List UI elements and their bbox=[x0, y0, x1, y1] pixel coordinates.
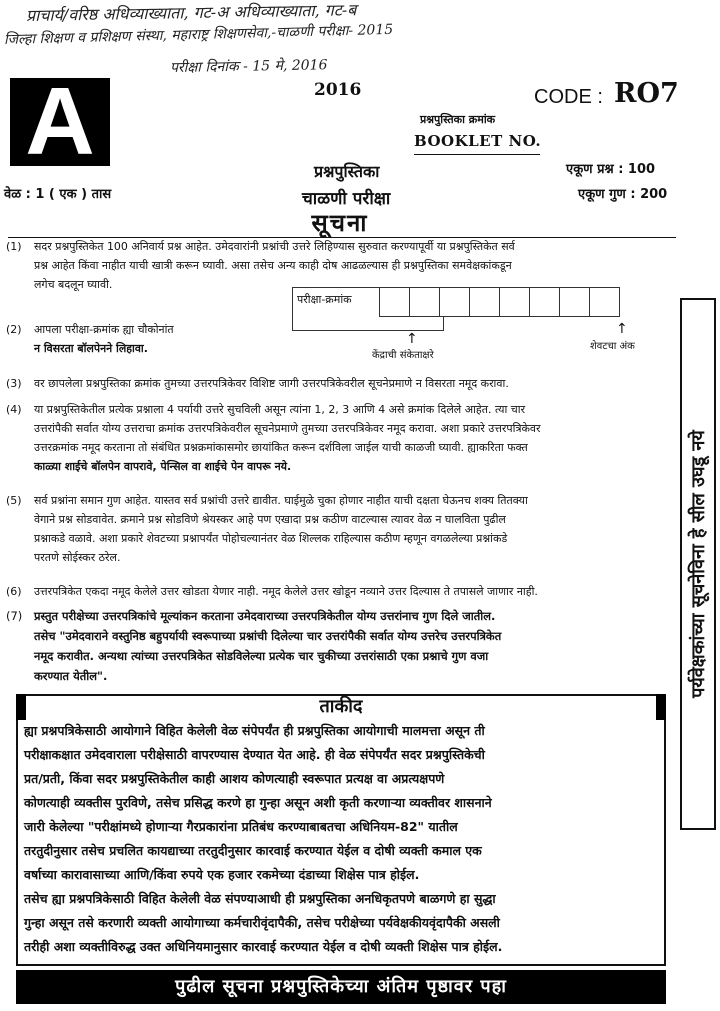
warning-line-3: प्रत/प्रती, किंवा सदर प्रश्नपुस्तिकेतील काही आशय कोणत्याही स्वरूपात प्रत्यक्ष वा अप्रत्यक्षपणे bbox=[24, 771, 445, 786]
roll-number-box bbox=[292, 287, 642, 331]
instruction-7-line-3: नमूद करावीत. अन्यथा त्यांच्या उत्तरपत्रिकेत सोडविलेल्या प्रत्येक चार चुकीच्या उत्तरांसाठी एका प्रश्नाचे गुण वजा bbox=[34, 649, 489, 663]
roll-number-label: परीक्षा-क्रमांक bbox=[292, 287, 380, 331]
instruction-6: (6) उत्तरपत्रिकेत एकदा नमूद केलेले उत्तर खोडता येणार नाही. नमूद केलेले उत्तर खोडून नव्याने उत्तर दिल्यास ते तपासले जाणार नाही. bbox=[6, 582, 674, 602]
instruction-4: (4) या प्रश्नपुस्तिकेतील प्रत्येक प्रश्नाला 4 पर्यायी उत्तरे सुचविली असून त्यांना 1, 2, 3 आणि 4 असे क्रमांक दिलेले आहेत. त्या चार उत्तरांपैकी सर्वात योग्य उत्तराचा क्रमांक उत्तरपत्रिकेवरील सूचनेप्रमाणे तुमच्या उत्तरपत्रिकेवर नमूद करावा. अशा प्रकारे उत्तरपत्रिकेवर उत्तरक्रमांक नमूद करताना तो संबंधित प्रश्नक्रमांकासमोर छायांकित करून दर्शविला जाईल याची काळजी घ्यावी. ह्याकरिता फक्त काळ्या शाईचे बॉलपेन वापरावे, पेन्सिल वा शाईचे पेन वापरू नये. bbox=[6, 400, 674, 480]
instruction-3: (3) वर छापलेला प्रश्नपुस्तिका क्रमांक तुमच्या उत्तरपत्रिकेवर विशिष्ट जागी उत्तरपत्रिकेवरील सूचनेप्रमाणे न विसरता नमूद करावा. bbox=[6, 374, 674, 394]
seal-notice-text: पर्यवेक्षकांच्या सूचनेविना हे सील उघडू नये bbox=[688, 430, 709, 698]
instruction-7: (7) प्रस्तुत परीक्षेच्या उत्तरपत्रिकांचे मूल्यांकन करताना उमेदवाराच्या उत्तरपत्रिकेतील योग्य उत्तरांनाच गुण दिले जातील. तसेच "उमेदवाराने वस्तुनिष्ठ बहुपर्यायी स्वरूपाच्या प्रश्नांची दिलेल्या चार उत्तरांपैकी सर्वात योग्य उत्तरेच उत्तरपत्रिकेत नमूद करावीत. अन्यथा त्यांच्या उत्तरपत्रिकेत सोडविलेल्या प्रत्येक चार चुकीच्या उत्तरांसाठी एका प्रश्नाचे गुण वजा करण्यात येतील". bbox=[6, 606, 674, 690]
warning-line-8: तसेच ह्या प्रश्नपत्रिकेसाठी विहित केलेली वेळ संपण्याआधी ही प्रश्नपुस्तिका अनधिकृतपणे बाळगणे हा सुद्धा bbox=[24, 891, 496, 906]
instruction-5-line-4: परतणे सोईस्कर ठरेल. bbox=[34, 551, 121, 564]
warning-line-9: गुन्हा असून तसे करणारी व्यक्ती आयोगाच्या कर्मचारीवृंदापैकी, तसेच परीक्षेच्या पर्यवेक्षकीयवृंदापैकी असली bbox=[24, 915, 500, 930]
exam-name: चाळणी परीक्षा bbox=[302, 189, 391, 209]
warning-line-4: कोणत्याही व्यक्तीस पुरविणे, तसेच प्रसिद्ध करणे हा गुन्हा असून अशी कृती करणाऱ्या व्यक्तीवर शासनाने bbox=[24, 795, 492, 810]
warning-line-2: परीक्षाकक्षात उमेदवाराला परीक्षेसाठी वापरण्यास देण्यात येत आहे. ही वेळ संपेपर्यंत सदर प्रश्नपुस्तिकेची bbox=[24, 747, 485, 762]
roll-number-cells bbox=[380, 287, 620, 317]
arrow-up-icon: ↑ bbox=[406, 331, 418, 347]
instruction-4-line-2: उत्तरांपैकी सर्वात योग्य उत्तराचा क्रमांक उत्तरपत्रिकेवरील सूचनेप्रमाणे तुमच्या उत्तरपत्रिकेवर नमूद करावा. अशा प्रकारे उत्तरपत्रिकेवर bbox=[34, 422, 541, 435]
handwritten-line-2: जिल्हा शिक्षण व प्रशिक्षण संस्था, महाराष्ट्र शिक्षणसेवा,-चाळणी परीक्षा- 2015 bbox=[3, 21, 394, 48]
instructions-title: सूचना bbox=[311, 209, 369, 237]
warning-title: ताकीद bbox=[18, 694, 664, 718]
instruction-5-line-2: वेगाने प्रश्न सोडवावेत. क्रमाने प्रश्न सोडविणे श्रेयस्कर आहे पण एखादा प्रश्न कठीण वाटल्यास त्यावर वेळ न घालविता पुढील bbox=[34, 513, 506, 526]
booklet-title: प्रश्नपुस्तिका bbox=[314, 162, 380, 181]
footer-banner: पुढील सूचना प्रश्नपुस्तिकेच्या अंतिम पृष्ठावर पहा bbox=[16, 970, 666, 1004]
roll-number-cell[interactable] bbox=[559, 287, 590, 317]
code-label: CODE : bbox=[534, 86, 603, 108]
total-questions: एकूण प्रश्न : 100 bbox=[566, 162, 656, 177]
instruction-4-line-1: या प्रश्नपुस्तिकेतील प्रत्येक प्रश्नाला 4 पर्यायी उत्तरे सुचविली असून त्यांना 1, 2, 3 आणि 4 असे क्रमांक दिलेले आहेत. त्या चार bbox=[34, 403, 526, 416]
handwritten-line-1: प्राचार्य/वरिष्ठ अधिव्याख्याता, गट-अ अधिव्याख्याता, गट-ब bbox=[25, 0, 357, 25]
booklet-number-label-mr: प्रश्नपुस्तिका क्रमांक bbox=[420, 113, 496, 126]
center-code-label: केंद्राची संकेताक्षरे bbox=[372, 350, 434, 361]
instruction-1-line-3: लगेच बदलून घ्यावी. bbox=[34, 278, 113, 291]
instruction-5: (5) सर्व प्रश्नांना समान गुण आहेत. यास्तव सर्व प्रश्नांची उत्तरे द्यावीत. घाईमुळे चुका होणार नाहीत याची दक्षता घेऊनच शक्य तितक्या वेगाने प्रश्न सोडवावेत. क्रमाने प्रश्न सोडविणे श्रेयस्कर आहे पण एखादा प्रश्न कठीण वाटल्यास त्यावर वेळ न घालविता पुढील प्रश्नाकडे वळावे. अशा प्रकारे शेवटच्या प्रश्नापर्यंत पोहोचल्यानंतर वेळ शिल्लक राहिल्यास कठीण म्हणून वगळलेल्या प्रश्नांकडे परतणे सोईस्कर ठरेल. bbox=[6, 491, 674, 571]
warning-line-6: तरतुदीनुसार तसेच प्रचलित कायद्याच्या तरतुदीनुसार कारवाई करण्यात येईल व दोषी व्यक्ती कमाल एक bbox=[24, 843, 482, 858]
roll-number-cell[interactable] bbox=[439, 287, 470, 317]
arrow-up-icon: ↑ bbox=[616, 321, 628, 337]
instruction-5-line-3: प्रश्नाकडे वळावे. अशा प्रकारे शेवटच्या प्रश्नापर्यंत पोहोचल्यानंतर वेळ शिल्लक राहिल्यास कठीण म्हणून वगळलेल्या प्रश्नांकडे bbox=[34, 532, 508, 545]
handwritten-line-3: परीक्षा दिनांक - 15 मे, 2016 bbox=[169, 57, 328, 76]
instruction-2: (2) आपला परीक्षा-क्रमांक ह्या चौकोनांत न विसरता बॉलपेनने लिहावा. bbox=[6, 320, 276, 360]
instruction-5-line-1: सर्व प्रश्नांना समान गुण आहेत. यास्तव सर्व प्रश्नांची उत्तरे द्यावीत. घाईमुळे चुका होणार नाहीत याची दक्षता घेऊनच शक्य तितक्या bbox=[34, 494, 528, 507]
instruction-1: (1) सदर प्रश्नपुस्तिकेत 100 अनिवार्य प्रश्न आहेत. उमेदवारांनी प्रश्नांची उत्तरे लिहिण्यास सुरुवात करण्यापूर्वी या प्रश्नपुस्तिकेत सर्व प्रश्न आहेत किंवा नाहीत याची खात्री करून घ्यावी. असा तसेच अन्य काही दोष आढळल्यास ही प्रश्नपुस्तिका समवेक्षकांकडून लगेच बदलून घ्यावी. bbox=[6, 237, 674, 297]
total-marks: एकूण गुण : 200 bbox=[578, 187, 668, 202]
instruction-1-line-1: सदर प्रश्नपुस्तिकेत 100 अनिवार्य प्रश्न आहेत. उमेदवारांनी प्रश्नांची उत्तरे लिहिण्यास सुरुवात करण्यापूर्वी या प्रश्नपुस्तिकेत सर्व bbox=[34, 240, 515, 253]
exam-duration: वेळ : 1 ( एक ) तास bbox=[4, 187, 112, 202]
instruction-4-line-3: उत्तरक्रमांक नमूद करताना तो संबंधित प्रश्नक्रमांकासमोर छायांकित करून दर्शविला जाईल याची काळजी घ्यावी. ह्याकरिता फक्त bbox=[34, 441, 528, 454]
instruction-2-line-2: न विसरता बॉलपेनने लिहावा. bbox=[34, 342, 148, 355]
instruction-2-line-1: आपला परीक्षा-क्रमांक ह्या चौकोनांत bbox=[34, 323, 174, 336]
roll-number-cell[interactable] bbox=[529, 287, 560, 317]
warning-box bbox=[16, 694, 666, 966]
exam-year: 2016 bbox=[314, 80, 362, 100]
roll-number-cell[interactable] bbox=[499, 287, 530, 317]
roll-number-cell[interactable] bbox=[469, 287, 500, 317]
instruction-7-line-4: करण्यात येतील". bbox=[34, 669, 108, 683]
instruction-7-line-1: प्रस्तुत परीक्षेच्या उत्तरपत्रिकांचे मूल्यांकन करताना उमेदवाराच्या उत्तरपत्रिकेतील योग्य उत्तरांनाच गुण दिले जातील. bbox=[34, 609, 496, 623]
seal-notice-box bbox=[680, 298, 716, 830]
instruction-1-line-2: प्रश्न आहेत किंवा नाहीत याची खात्री करून घ्यावी. असा तसेच अन्य काही दोष आढळल्यास ही प्रश्नपुस्तिका समवेक्षकांकडून bbox=[34, 259, 512, 272]
instruction-6-line-1: उत्तरपत्रिकेत एकदा नमूद केलेले उत्तर खोडता येणार नाही. नमूद केलेले उत्तर खोडून नव्याने उत्तर दिल्यास ते तपासले जाणार नाही. bbox=[34, 585, 538, 598]
instruction-4-line-4: काळ्या शाईचे बॉलपेन वापरावे, पेन्सिल वा शाईचे पेन वापरू नये. bbox=[34, 460, 292, 473]
warning-line-1: ह्या प्रश्नपत्रिकेसाठी आयोगाने विहित केलेली वेळ संपेपर्यंत ही प्रश्नपुस्तिका आयोगाची मालमत्ता असून ती bbox=[24, 723, 485, 738]
warning-line-5: जारी केलेल्या "परीक्षांमध्ये होणाऱ्या गैरप्रकारांना प्रतिबंध करण्याबाबतचा अधिनियम-82" यातील bbox=[24, 819, 458, 834]
booklet-series-letter: A bbox=[10, 78, 110, 166]
roll-number-cell[interactable] bbox=[409, 287, 440, 317]
instruction-7-line-2: तसेच "उमेदवाराने वस्तुनिष्ठ बहुपर्यायी स्वरूपाच्या प्रश्नांची दिलेल्या चार उत्तरांपैकी सर्वात योग्य उत्तरेच उत्तरपत्रिकेत bbox=[34, 629, 502, 643]
warning-line-10: तरीही अशा व्यक्तीविरुद्ध उक्त अधिनियमानुसार कारवाई करण्यात येईल व दोषी व्यक्ती शिक्षेस पात्र होईल. bbox=[24, 939, 503, 954]
roll-number-cell[interactable] bbox=[589, 287, 620, 317]
warning-line-7: वर्षाच्या कारावासाच्या आणि/किंवा रुपये एक हजार रकमेच्या दंडाच्या शिक्षेस पात्र होईल. bbox=[24, 867, 420, 882]
last-digit-label: शेवटचा अंक bbox=[590, 341, 635, 352]
instruction-3-line-1: वर छापलेला प्रश्नपुस्तिका क्रमांक तुमच्या उत्तरपत्रिकेवर विशिष्ट जागी उत्तरपत्रिकेवरील सूचनेप्रमाणे न विसरता नमूद करावा. bbox=[34, 377, 509, 390]
booklet-number-label-en: BOOKLET NO. bbox=[414, 132, 542, 150]
roll-number-cell[interactable] bbox=[379, 287, 410, 317]
code-value: RO7 bbox=[614, 78, 679, 109]
